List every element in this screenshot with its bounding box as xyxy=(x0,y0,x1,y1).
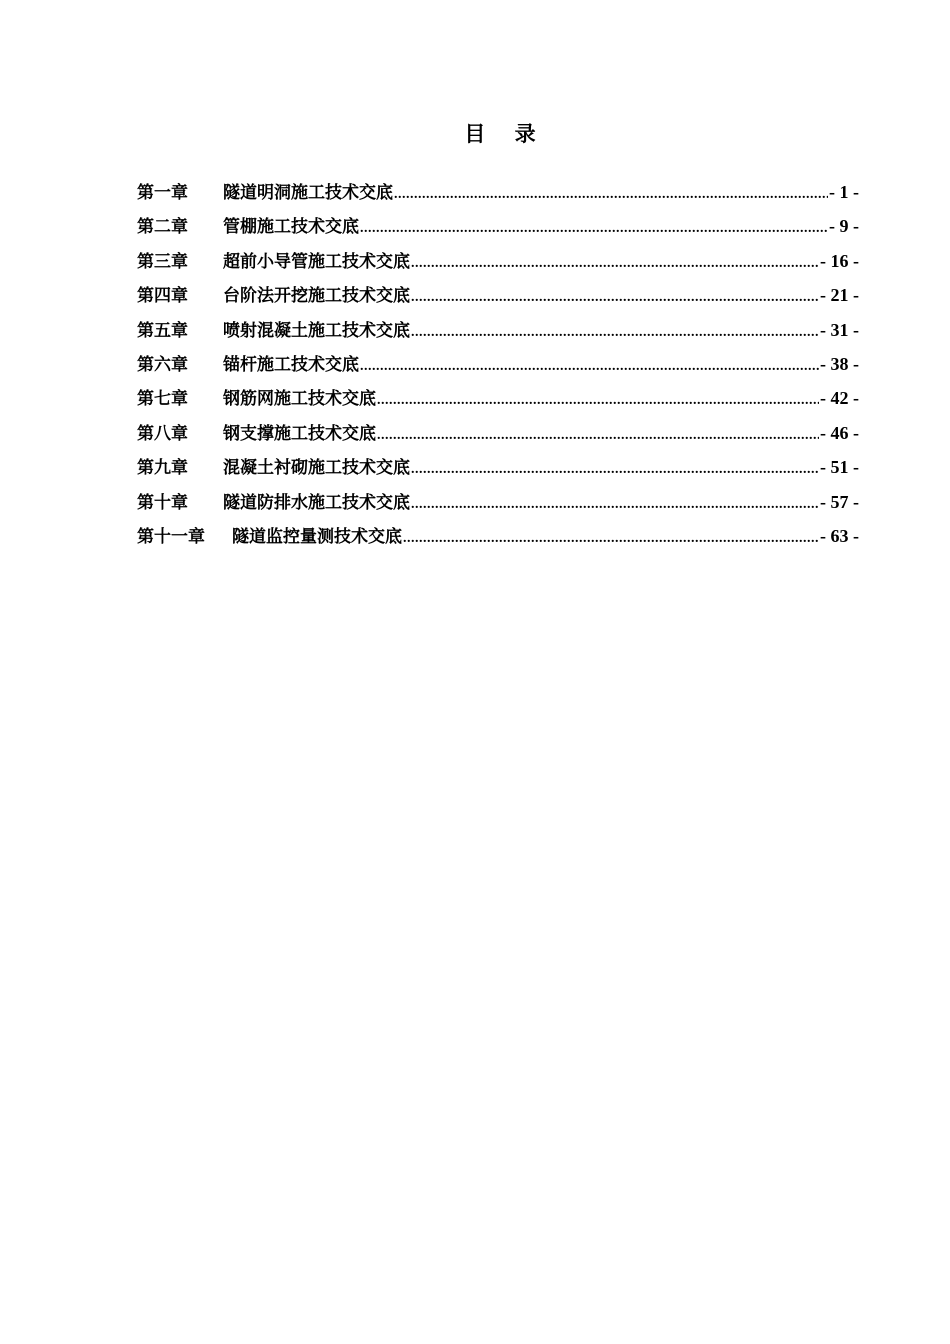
toc-page-number: - 51 - xyxy=(820,457,859,478)
toc-chapter-title: 隧道监控量测技术交底 xyxy=(232,526,402,547)
toc-dot-leader xyxy=(411,462,819,478)
toc-chapter-title: 台阶法开挖施工技术交底 xyxy=(223,286,410,307)
toc-page-number: - 38 - xyxy=(820,353,859,374)
toc-page-number: - 57 - xyxy=(820,491,859,512)
toc-dot-leader xyxy=(360,221,828,237)
toc-chapter-number: 第四章 xyxy=(137,286,188,307)
toc-dot-leader xyxy=(394,187,828,203)
toc-entry-1[interactable] xyxy=(137,178,859,212)
toc-entry-8[interactable] xyxy=(137,419,859,453)
toc-entry-4[interactable] xyxy=(137,281,859,315)
toc-entry-7[interactable] xyxy=(137,384,859,418)
toc-entry-11[interactable] xyxy=(137,522,859,556)
toc-chapter-title: 管棚施工技术交底 xyxy=(223,217,359,238)
toc-page-number: - 9 - xyxy=(829,216,859,237)
toc-dot-leader xyxy=(411,290,819,306)
toc-dot-leader xyxy=(411,256,819,272)
toc-page-number: - 31 - xyxy=(820,319,859,340)
toc-chapter-title: 钢支撑施工技术交底 xyxy=(223,423,376,444)
toc-chapter-title: 钢筋网施工技术交底 xyxy=(223,389,376,410)
toc-dot-leader xyxy=(377,428,819,444)
toc-chapter-number: 第二章 xyxy=(137,217,188,238)
toc-chapter-number: 第七章 xyxy=(137,389,188,410)
toc-page-number: - 16 - xyxy=(820,250,859,271)
toc-chapter-title: 喷射混凝土施工技术交底 xyxy=(223,320,410,341)
toc-entry-2[interactable] xyxy=(137,212,859,246)
toc-chapter-title: 超前小导管施工技术交底 xyxy=(223,251,410,272)
toc-dot-leader xyxy=(377,393,819,409)
toc-chapter-number: 第八章 xyxy=(137,423,188,444)
toc-chapter-title: 锚杆施工技术交底 xyxy=(223,354,359,375)
toc-dot-leader xyxy=(360,359,819,375)
toc-page-number: - 42 - xyxy=(820,388,859,409)
toc-dot-leader xyxy=(411,497,819,513)
toc-chapter-title: 隧道明洞施工技术交底 xyxy=(223,183,393,203)
toc-entry-10[interactable] xyxy=(137,488,859,522)
toc-chapter-title: 隧道防排水施工技术交底 xyxy=(223,492,410,513)
toc-chapter-number: 第三章 xyxy=(137,251,188,272)
toc-entry-3[interactable] xyxy=(137,247,859,281)
toc-chapter-number: 第五章 xyxy=(137,320,188,341)
toc-entry-5[interactable] xyxy=(137,316,859,350)
toc-page-number: - 21 - xyxy=(820,285,859,306)
toc-entry-6[interactable] xyxy=(137,350,859,384)
toc-title: 目 录 xyxy=(464,121,536,146)
toc-page-number: - 46 - xyxy=(820,422,859,443)
toc-entry-9[interactable] xyxy=(137,453,859,487)
toc-page-number: - 1 - xyxy=(829,182,859,202)
toc-list xyxy=(137,178,859,556)
toc-chapter-number: 第六章 xyxy=(137,354,188,375)
toc-chapter-number: 第十一章 xyxy=(137,526,205,547)
toc-chapter-number: 第九章 xyxy=(137,458,188,479)
toc-chapter-number: 第一章 xyxy=(137,183,188,203)
toc-dot-leader xyxy=(403,531,819,547)
toc-chapter-number: 第十章 xyxy=(137,492,188,513)
toc-page-number: - 63 - xyxy=(820,525,859,546)
toc-dot-leader xyxy=(411,325,819,341)
toc-chapter-title: 混凝土衬砌施工技术交底 xyxy=(223,458,410,479)
